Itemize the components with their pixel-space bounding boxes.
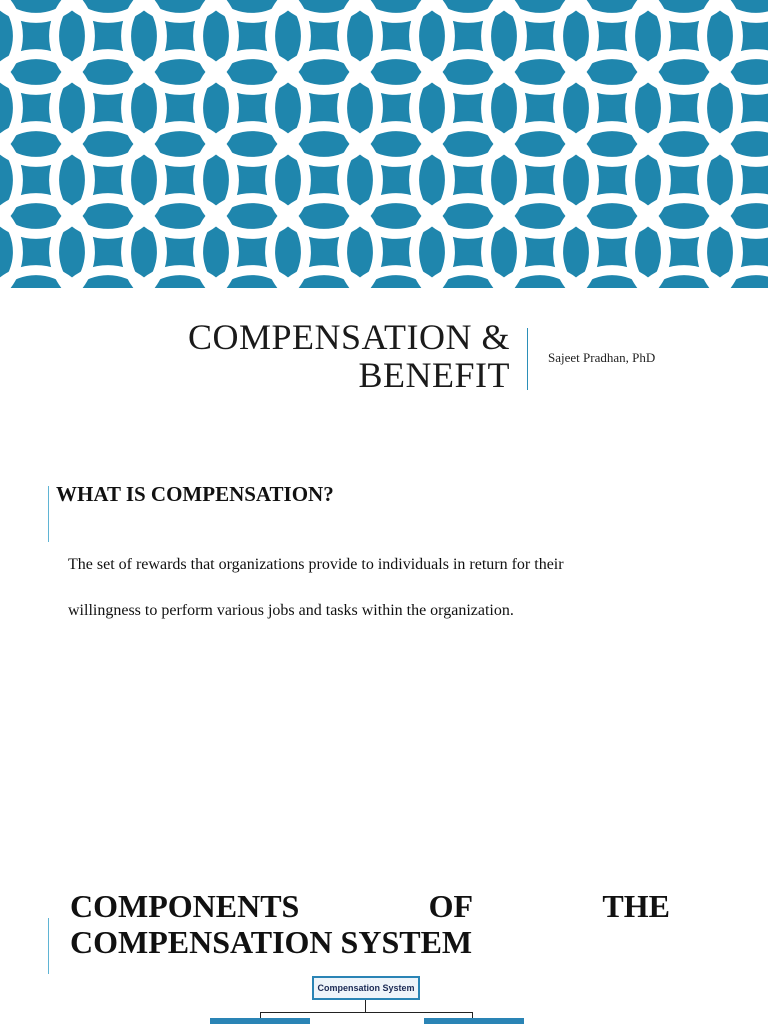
what-is-compensation-slide xyxy=(0,480,768,620)
patterned-banner xyxy=(0,0,768,288)
heading-word-the: THE xyxy=(602,888,670,924)
title-slide xyxy=(0,288,768,418)
presentation-title xyxy=(188,318,510,394)
what-is-heading: WHAT IS COMPENSATION? xyxy=(56,482,334,506)
definition-line-1: The set of rewards that organizations provide to individuals in return for their xyxy=(68,556,564,573)
heading-word-of: OF xyxy=(428,888,474,924)
title-line-2: BENEFIT xyxy=(358,355,510,395)
title-divider xyxy=(527,328,528,390)
components-accent-bar xyxy=(48,918,49,974)
diagram-connector-horizontal xyxy=(260,1012,472,1013)
diagram-child-node-right xyxy=(424,1018,524,1024)
components-heading-line-2: COMPENSATION SYSTEM xyxy=(70,924,473,960)
heading-word-components: COMPONENTS xyxy=(70,888,300,924)
compensation-system-diagram xyxy=(104,974,626,1024)
definition-line-2: willingness to perform various jobs and tasks within the organization. xyxy=(68,602,514,619)
diagram-child-node-left xyxy=(210,1018,310,1024)
title-line-1: COMPENSATION & xyxy=(187,317,510,357)
components-heading-line-1 xyxy=(70,888,670,924)
diagram-connector-vertical xyxy=(365,1000,366,1012)
diagram-root-node: Compensation System xyxy=(312,976,420,1000)
banner-pattern xyxy=(0,0,768,288)
author-name: Sajeet Pradhan, PhD xyxy=(548,350,656,365)
heading-accent-bar xyxy=(48,486,49,542)
